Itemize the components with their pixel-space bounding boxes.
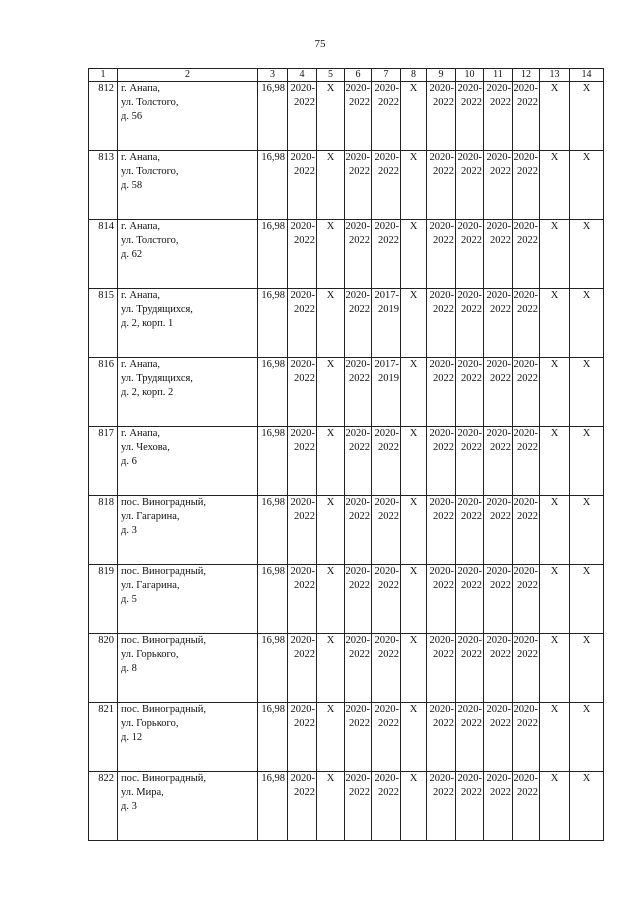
- mark-cell: X: [540, 82, 570, 151]
- table-row: [89, 220, 604, 289]
- period-cell: 2020- 2022: [484, 289, 513, 358]
- mark-cell: X: [401, 427, 427, 496]
- period-cell: 2020- 2022: [345, 565, 372, 634]
- mark-cell: X: [401, 703, 427, 772]
- address-line: д. 8: [121, 663, 137, 674]
- row-number-cell: 819: [89, 565, 118, 634]
- period-cell: 2020- 2022: [345, 289, 372, 358]
- address-line: г. Анапа,: [121, 428, 161, 439]
- period-cell: 2020- 2022: [345, 634, 372, 703]
- address-line: д. 2, корп. 1: [121, 318, 174, 329]
- mark-cell: X: [540, 427, 570, 496]
- mark-cell: X: [540, 634, 570, 703]
- address-line: ул. Чехова,: [121, 442, 170, 453]
- column-header: 5: [317, 69, 345, 82]
- mark-cell: X: [317, 634, 345, 703]
- row-number-cell: 821: [89, 703, 118, 772]
- period-cell: 2020- 2022: [288, 427, 317, 496]
- address-cell: [118, 358, 258, 427]
- address-line: д. 56: [121, 111, 143, 122]
- header-row: [89, 69, 604, 82]
- address-line: ул. Гагарина,: [121, 511, 180, 522]
- period-cell: 2020- 2022: [456, 358, 484, 427]
- period-cell: 2020- 2022: [427, 151, 456, 220]
- period-cell: 2020- 2022: [345, 496, 372, 565]
- address-cell: [118, 634, 258, 703]
- column-header: 7: [372, 69, 401, 82]
- mark-cell: X: [540, 703, 570, 772]
- table-body: [89, 82, 604, 841]
- period-cell: 2020- 2022: [456, 151, 484, 220]
- period-cell: 2020- 2022: [484, 151, 513, 220]
- row-number-cell: 820: [89, 634, 118, 703]
- period-cell: 2020- 2022: [427, 496, 456, 565]
- period-cell: 2020- 2022: [345, 772, 372, 841]
- table-row: [89, 565, 604, 634]
- table-row: [89, 289, 604, 358]
- period-cell: 2020- 2022: [456, 427, 484, 496]
- mark-cell: X: [570, 634, 604, 703]
- table-row: [89, 772, 604, 841]
- period-cell: 2020- 2022: [456, 703, 484, 772]
- period-cell: 2020- 2022: [484, 703, 513, 772]
- address-cell: [118, 289, 258, 358]
- column-header: 3: [258, 69, 288, 82]
- period-cell: 2017- 2019: [372, 289, 401, 358]
- period-cell: 2020- 2022: [484, 772, 513, 841]
- period-cell: 2020- 2022: [345, 151, 372, 220]
- row-number-cell: 813: [89, 151, 118, 220]
- column-header: 9: [427, 69, 456, 82]
- mark-cell: X: [570, 358, 604, 427]
- period-cell: 2020- 2022: [513, 427, 540, 496]
- period-cell: 2020- 2022: [427, 358, 456, 427]
- address-line: д. 5: [121, 594, 137, 605]
- table-row: [89, 82, 604, 151]
- address-cell: [118, 151, 258, 220]
- mark-cell: X: [401, 358, 427, 427]
- value-cell: 16,98: [258, 358, 288, 427]
- row-number-cell: 814: [89, 220, 118, 289]
- mark-cell: X: [317, 772, 345, 841]
- column-header: 14: [570, 69, 604, 82]
- period-cell: 2020- 2022: [484, 220, 513, 289]
- mark-cell: X: [317, 358, 345, 427]
- period-cell: 2020- 2022: [456, 565, 484, 634]
- address-cell: [118, 220, 258, 289]
- address-line: ул. Мира,: [121, 787, 164, 798]
- period-cell: 2020- 2022: [288, 703, 317, 772]
- period-cell: 2020- 2022: [288, 565, 317, 634]
- value-cell: 16,98: [258, 634, 288, 703]
- mark-cell: X: [540, 289, 570, 358]
- period-cell: 2020- 2022: [345, 703, 372, 772]
- mark-cell: X: [570, 151, 604, 220]
- mark-cell: X: [317, 151, 345, 220]
- row-number-cell: 822: [89, 772, 118, 841]
- address-line: г. Анапа,: [121, 290, 161, 301]
- mark-cell: X: [401, 772, 427, 841]
- period-cell: 2020- 2022: [427, 220, 456, 289]
- mark-cell: X: [401, 220, 427, 289]
- mark-cell: X: [540, 151, 570, 220]
- mark-cell: X: [540, 358, 570, 427]
- mark-cell: X: [540, 220, 570, 289]
- mark-cell: X: [317, 220, 345, 289]
- address-line: ул. Трудящихся,: [121, 373, 193, 384]
- address-line: ул. Гагарина,: [121, 580, 180, 591]
- period-cell: 2020- 2022: [427, 634, 456, 703]
- mark-cell: X: [401, 634, 427, 703]
- address-line: г. Анапа,: [121, 359, 161, 370]
- column-header: 8: [401, 69, 427, 82]
- period-cell: 2020- 2022: [372, 703, 401, 772]
- period-cell: 2020- 2022: [456, 220, 484, 289]
- mark-cell: X: [570, 496, 604, 565]
- period-cell: 2020- 2022: [427, 565, 456, 634]
- address-line: ул. Трудящихся,: [121, 304, 193, 315]
- mark-cell: X: [570, 565, 604, 634]
- period-cell: 2017- 2019: [372, 358, 401, 427]
- address-line: пос. Виноградный,: [121, 566, 207, 577]
- address-cell: [118, 703, 258, 772]
- value-cell: 16,98: [258, 496, 288, 565]
- period-cell: 2020- 2022: [372, 427, 401, 496]
- period-cell: 2020- 2022: [484, 634, 513, 703]
- mark-cell: X: [317, 703, 345, 772]
- column-header: 1: [89, 69, 118, 82]
- row-number-cell: 812: [89, 82, 118, 151]
- column-header: 6: [345, 69, 372, 82]
- mark-cell: X: [317, 427, 345, 496]
- mark-cell: X: [401, 496, 427, 565]
- mark-cell: X: [570, 772, 604, 841]
- period-cell: 2020- 2022: [513, 565, 540, 634]
- value-cell: 16,98: [258, 772, 288, 841]
- mark-cell: X: [317, 496, 345, 565]
- value-cell: 16,98: [258, 82, 288, 151]
- row-number-cell: 815: [89, 289, 118, 358]
- address-line: ул. Толстого,: [121, 97, 179, 108]
- address-line: г. Анапа,: [121, 221, 161, 232]
- period-cell: 2020- 2022: [484, 427, 513, 496]
- period-cell: 2020- 2022: [372, 565, 401, 634]
- period-cell: 2020- 2022: [345, 82, 372, 151]
- period-cell: 2020- 2022: [427, 772, 456, 841]
- period-cell: 2020- 2022: [288, 82, 317, 151]
- mark-cell: X: [540, 565, 570, 634]
- address-line: д. 62: [121, 249, 143, 260]
- mark-cell: X: [570, 703, 604, 772]
- row-number-cell: 817: [89, 427, 118, 496]
- address-line: д. 3: [121, 801, 137, 812]
- address-line: г. Анапа,: [121, 83, 161, 94]
- value-cell: 16,98: [258, 220, 288, 289]
- registry-table: [88, 68, 604, 841]
- period-cell: 2020- 2022: [427, 82, 456, 151]
- period-cell: 2020- 2022: [288, 220, 317, 289]
- value-cell: 16,98: [258, 427, 288, 496]
- mark-cell: X: [317, 289, 345, 358]
- mark-cell: X: [570, 82, 604, 151]
- period-cell: 2020- 2022: [345, 358, 372, 427]
- mark-cell: X: [570, 220, 604, 289]
- period-cell: 2020- 2022: [427, 289, 456, 358]
- period-cell: 2020- 2022: [513, 220, 540, 289]
- period-cell: 2020- 2022: [288, 151, 317, 220]
- period-cell: 2020- 2022: [456, 82, 484, 151]
- mark-cell: X: [401, 151, 427, 220]
- address-line: пос. Виноградный,: [121, 773, 207, 784]
- address-line: ул. Толстого,: [121, 235, 179, 246]
- period-cell: 2020- 2022: [372, 82, 401, 151]
- period-cell: 2020- 2022: [288, 772, 317, 841]
- address-cell: [118, 82, 258, 151]
- period-cell: 2020- 2022: [372, 772, 401, 841]
- period-cell: 2020- 2022: [456, 496, 484, 565]
- period-cell: 2020- 2022: [372, 634, 401, 703]
- address-cell: [118, 496, 258, 565]
- address-line: пос. Виноградный,: [121, 497, 207, 508]
- period-cell: 2020- 2022: [456, 634, 484, 703]
- period-cell: 2020- 2022: [513, 634, 540, 703]
- address-cell: [118, 772, 258, 841]
- column-header: 11: [484, 69, 513, 82]
- period-cell: 2020- 2022: [456, 772, 484, 841]
- table-row: [89, 703, 604, 772]
- period-cell: 2020- 2022: [288, 358, 317, 427]
- period-cell: 2020- 2022: [484, 565, 513, 634]
- address-line: пос. Виноградный,: [121, 635, 207, 646]
- mark-cell: X: [317, 82, 345, 151]
- period-cell: 2020- 2022: [513, 151, 540, 220]
- column-header: 2: [118, 69, 258, 82]
- address-cell: [118, 565, 258, 634]
- address-line: д. 58: [121, 180, 143, 191]
- mark-cell: X: [401, 565, 427, 634]
- period-cell: 2020- 2022: [372, 496, 401, 565]
- address-line: д. 3: [121, 525, 137, 536]
- period-cell: 2020- 2022: [372, 220, 401, 289]
- mark-cell: X: [540, 772, 570, 841]
- address-line: ул. Горького,: [121, 718, 179, 729]
- period-cell: 2020- 2022: [513, 82, 540, 151]
- address-cell: [118, 427, 258, 496]
- period-cell: 2020- 2022: [427, 703, 456, 772]
- row-number-cell: 818: [89, 496, 118, 565]
- value-cell: 16,98: [258, 151, 288, 220]
- period-cell: 2020- 2022: [288, 634, 317, 703]
- period-cell: 2020- 2022: [345, 220, 372, 289]
- value-cell: 16,98: [258, 289, 288, 358]
- page-number: 75: [314, 38, 326, 50]
- period-cell: 2020- 2022: [288, 289, 317, 358]
- period-cell: 2020- 2022: [372, 151, 401, 220]
- mark-cell: X: [401, 82, 427, 151]
- column-header: 10: [456, 69, 484, 82]
- mark-cell: X: [570, 289, 604, 358]
- mark-cell: X: [540, 496, 570, 565]
- row-number-cell: 816: [89, 358, 118, 427]
- address-line: пос. Виноградный,: [121, 704, 207, 715]
- period-cell: 2020- 2022: [513, 772, 540, 841]
- address-line: ул. Горького,: [121, 649, 179, 660]
- period-cell: 2020- 2022: [513, 703, 540, 772]
- period-cell: 2020- 2022: [427, 427, 456, 496]
- mark-cell: X: [570, 427, 604, 496]
- period-cell: 2020- 2022: [288, 496, 317, 565]
- address-line: ул. Толстого,: [121, 166, 179, 177]
- period-cell: 2020- 2022: [484, 496, 513, 565]
- table-row: [89, 427, 604, 496]
- period-cell: 2020- 2022: [484, 82, 513, 151]
- table-row: [89, 358, 604, 427]
- period-cell: 2020- 2022: [345, 427, 372, 496]
- address-line: д. 6: [121, 456, 137, 467]
- mark-cell: X: [401, 289, 427, 358]
- table-row: [89, 151, 604, 220]
- column-header: 4: [288, 69, 317, 82]
- value-cell: 16,98: [258, 703, 288, 772]
- mark-cell: X: [317, 565, 345, 634]
- column-header: 12: [513, 69, 540, 82]
- table-row: [89, 496, 604, 565]
- column-header: 13: [540, 69, 570, 82]
- period-cell: 2020- 2022: [513, 358, 540, 427]
- value-cell: 16,98: [258, 565, 288, 634]
- period-cell: 2020- 2022: [513, 496, 540, 565]
- table-row: [89, 634, 604, 703]
- address-line: д. 12: [121, 732, 143, 743]
- period-cell: 2020- 2022: [484, 358, 513, 427]
- period-cell: 2020- 2022: [513, 289, 540, 358]
- address-line: г. Анапа,: [121, 152, 161, 163]
- address-line: д. 2, корп. 2: [121, 387, 174, 398]
- period-cell: 2020- 2022: [456, 289, 484, 358]
